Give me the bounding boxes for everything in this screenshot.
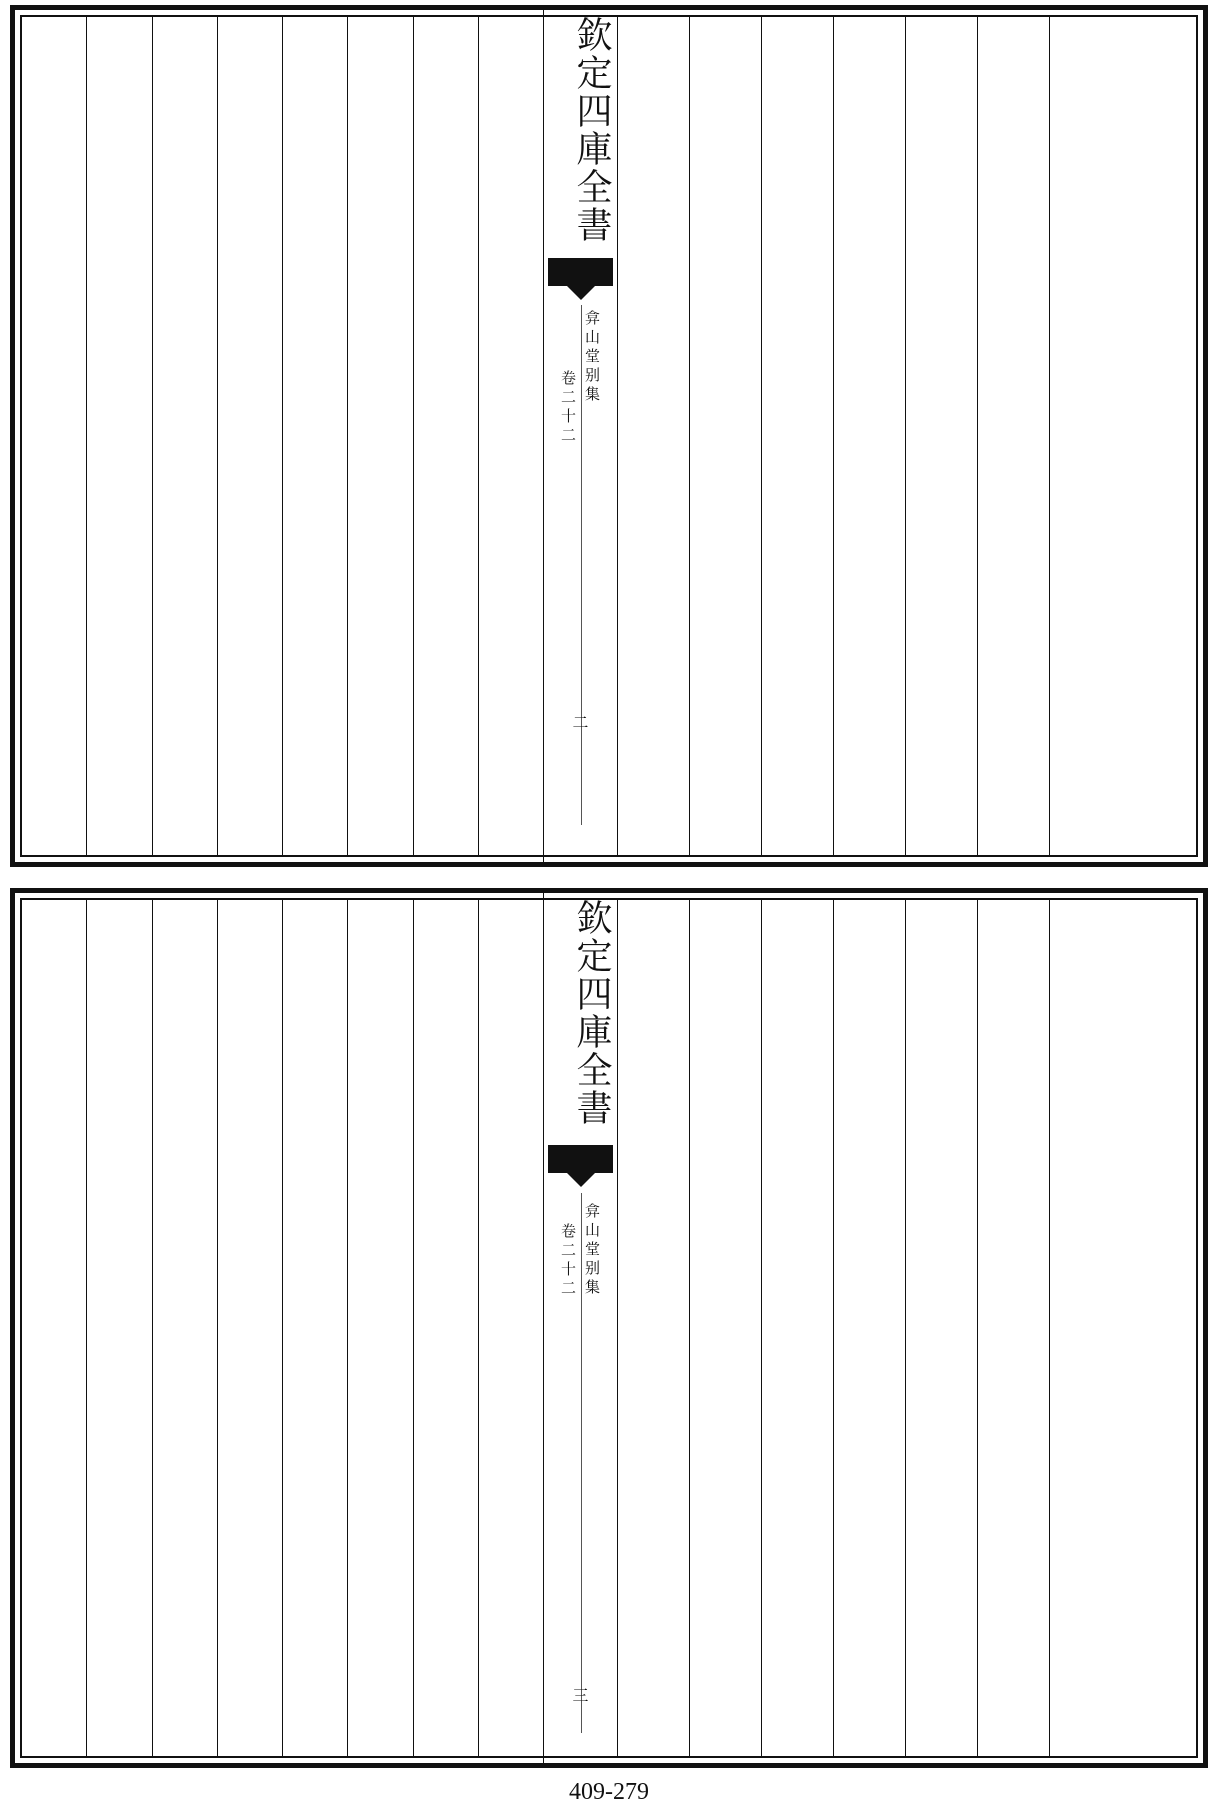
column-text bbox=[347, 16, 413, 856]
text-column bbox=[1123, 899, 1195, 1757]
column-text bbox=[21, 16, 87, 856]
text-column bbox=[977, 899, 1049, 1757]
column-text bbox=[621, 899, 687, 1757]
text-column bbox=[217, 16, 282, 856]
column-text bbox=[413, 899, 479, 1757]
center-column bbox=[543, 893, 617, 1763]
text-column bbox=[617, 899, 689, 1757]
text-column bbox=[905, 16, 977, 856]
text-column bbox=[1049, 16, 1123, 856]
fish-tail-mark bbox=[548, 258, 613, 286]
text-column bbox=[282, 899, 347, 1757]
text-column bbox=[478, 899, 543, 1757]
column-text bbox=[152, 16, 218, 856]
column-text bbox=[909, 16, 975, 856]
column-text bbox=[765, 899, 831, 1757]
text-column bbox=[689, 16, 761, 856]
text-column bbox=[152, 899, 217, 1757]
column-text bbox=[1054, 899, 1120, 1757]
text-column bbox=[761, 16, 833, 856]
book-name: 弇山堂别集 bbox=[583, 1203, 601, 1298]
leaf-number: 三 bbox=[572, 1686, 589, 1705]
column-text bbox=[909, 899, 975, 1757]
folio-number: 409-279 bbox=[569, 1779, 649, 1805]
top-page bbox=[10, 5, 1208, 867]
text-column bbox=[347, 899, 412, 1757]
juan-number: 卷二十二 bbox=[559, 370, 577, 446]
column-text bbox=[1126, 16, 1192, 856]
top-page-columns bbox=[15, 10, 1203, 862]
column-text bbox=[765, 16, 831, 856]
center-column bbox=[543, 10, 617, 862]
column-text bbox=[413, 16, 479, 856]
column-text bbox=[217, 16, 283, 856]
column-text bbox=[837, 16, 903, 856]
text-column bbox=[761, 899, 833, 1757]
column-text bbox=[1126, 899, 1192, 1757]
text-column bbox=[905, 899, 977, 1757]
fish-tail-mark bbox=[548, 1145, 613, 1173]
book-name: 弇山堂别集 bbox=[583, 310, 601, 405]
column-text bbox=[347, 899, 413, 1757]
text-column bbox=[689, 899, 761, 1757]
text-column bbox=[217, 899, 282, 1757]
text-column bbox=[833, 16, 905, 856]
text-column bbox=[1049, 899, 1123, 1757]
text-column bbox=[152, 16, 217, 856]
text-column bbox=[21, 899, 86, 1757]
leaf-number: 二 bbox=[572, 713, 589, 732]
collection-title: 欽定四庫全書 bbox=[571, 16, 612, 244]
juan-number: 卷二十二 bbox=[559, 1223, 577, 1299]
column-text bbox=[86, 16, 152, 856]
column-text bbox=[86, 899, 152, 1757]
column-text bbox=[478, 899, 544, 1757]
column-text bbox=[217, 899, 283, 1757]
column-text bbox=[1054, 16, 1120, 856]
text-column bbox=[617, 16, 689, 856]
text-column bbox=[977, 16, 1049, 856]
collection-title: 欽定四庫全書 bbox=[571, 899, 612, 1127]
column-text bbox=[282, 16, 348, 856]
column-text bbox=[621, 16, 687, 856]
column-text bbox=[693, 16, 759, 856]
column-text bbox=[981, 16, 1047, 856]
column-text bbox=[837, 899, 903, 1757]
text-column bbox=[413, 16, 478, 856]
column-text bbox=[981, 899, 1047, 1757]
text-column bbox=[413, 899, 478, 1757]
text-column bbox=[86, 16, 151, 856]
text-column bbox=[347, 16, 412, 856]
text-column bbox=[1123, 16, 1195, 856]
column-text bbox=[21, 899, 87, 1757]
bottom-page-columns bbox=[15, 893, 1203, 1763]
text-column bbox=[86, 899, 151, 1757]
text-column bbox=[833, 899, 905, 1757]
column-text bbox=[478, 16, 544, 856]
text-column bbox=[478, 16, 543, 856]
column-text bbox=[693, 899, 759, 1757]
column-text bbox=[282, 899, 348, 1757]
text-column bbox=[282, 16, 347, 856]
bottom-page bbox=[10, 888, 1208, 1768]
text-column bbox=[21, 16, 86, 856]
column-text bbox=[152, 899, 218, 1757]
